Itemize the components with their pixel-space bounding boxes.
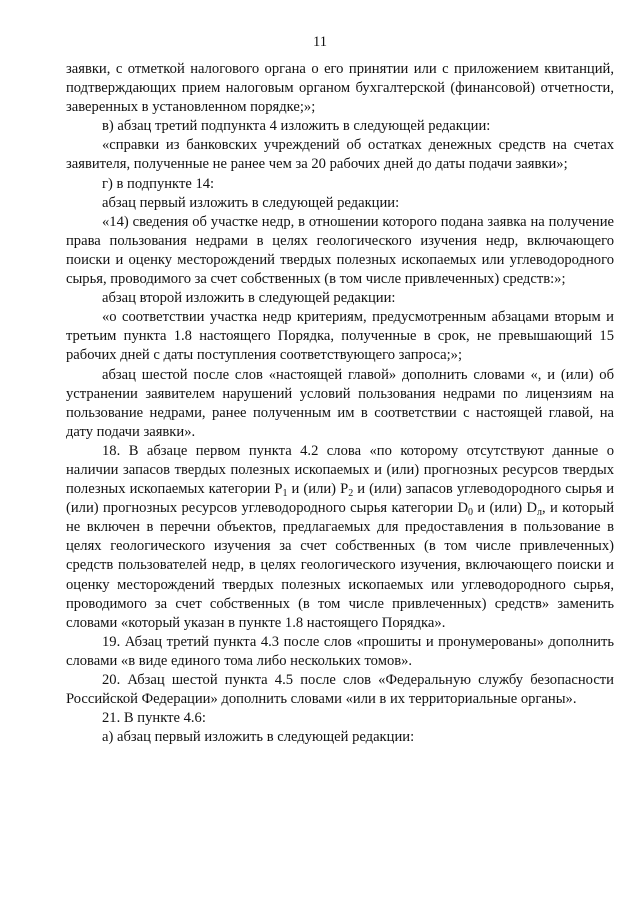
text-run: и (или) запасов углеводородного сырья и (или) прогнозных ресурсов углеводородного сырья категории D: [66, 481, 614, 517]
subscript: 2: [348, 488, 354, 500]
subscript: 1: [282, 488, 288, 500]
text-run: и (или) P: [287, 481, 349, 498]
text-run: и (или) D: [473, 500, 538, 517]
paragraph-item-21: 21. В пункте 4.6:: [102, 710, 206, 727]
paragraph-item-19: 19. Абзац третий пункта 4.3 после слов «прошиты и пронумерованы» дополнить словами «в виде единого тома либо нескольких томов».: [66, 633, 614, 669]
subscript: 0: [468, 507, 473, 519]
paragraph: в) абзац третий подпункта 4 изложить в следующей редакции:: [102, 118, 491, 135]
text-run: 18. В абзаце первом пункта 4.2 слова «по которому отсутствуют данные о наличии запасов твердых полезных ископаемых и (или) прогнозных ресурсов твердых полезных ископаемых категории P: [66, 442, 614, 498]
paragraph: а) абзац первый изложить в следующей редакции:: [102, 729, 415, 746]
paragraph: «справки из банковских учреждений об остатках денежных средств на счетах заявителя, полученные не ранее чем за 20 рабочих дней до даты подачи заявки»;: [66, 137, 614, 173]
document-body: [66, 60, 614, 747]
paragraph: «14) сведения об участке недр, в отношении которого подана заявка на получение права пользования недрами в целях геологического изучения недр, включающего поиски и оценку месторождений твердых полезных ископаемых или углеводородного сырья, проводимого за счет собственных (в том числе привлеченных) средств:»;: [66, 213, 614, 288]
paragraph: абзац первый изложить в следующей редакции:: [102, 194, 400, 211]
paragraph: заявки, с отметкой налогового органа о его принятии или с приложением квитанций, подтверждающих прием налоговым органом бухгалтерской (финансовой) отчетности, заверенных в установленном порядке;»;: [66, 61, 614, 116]
paragraph: г) в подпункте 14:: [102, 175, 215, 192]
paragraph-item-20: 20. Абзац шестой пункта 4.5 после слов «Федеральную службу безопасности Российской Федерации» дополнить словами «или в их территориальные органы».: [66, 672, 614, 708]
paragraph-item-18: [66, 442, 614, 633]
paragraph: «о соответствии участка недр критериям, предусмотренным абзацами вторым и третьим пункта 1.8 настоящего Порядка, полученные в срок, не превышающий 15 рабочих дней с даты поступления соответствующего запроса;»;: [66, 309, 614, 364]
subscript: л: [537, 507, 543, 519]
text-run: , и который не включен в перечни объектов, предлагаемых для предоставления в пользование в целях геологического изучения за счет собственных (в том числе привлеченных) средств пользователей недр, в целях геологического изучения, включающего поиски и оценку месторождений твердых полезных ископаемых или углеводородного сырья, проводимого за счет собственных (в том числе привлеченных) средств» заменить словами «который указан в пункте 1.8 настоящего Порядка».: [66, 500, 615, 631]
paragraph: абзац шестой после слов «настоящей главой» дополнить словами «, и (или) об устранении заявителем нарушений условий пользования недрами по лицензиям на пользование недрами, ранее полученным им в соответствии с настоящей главой, на дату подачи заявки».: [66, 366, 614, 440]
paragraph: абзац второй изложить в следующей редакции:: [102, 290, 396, 307]
page-number: 11: [313, 34, 327, 50]
